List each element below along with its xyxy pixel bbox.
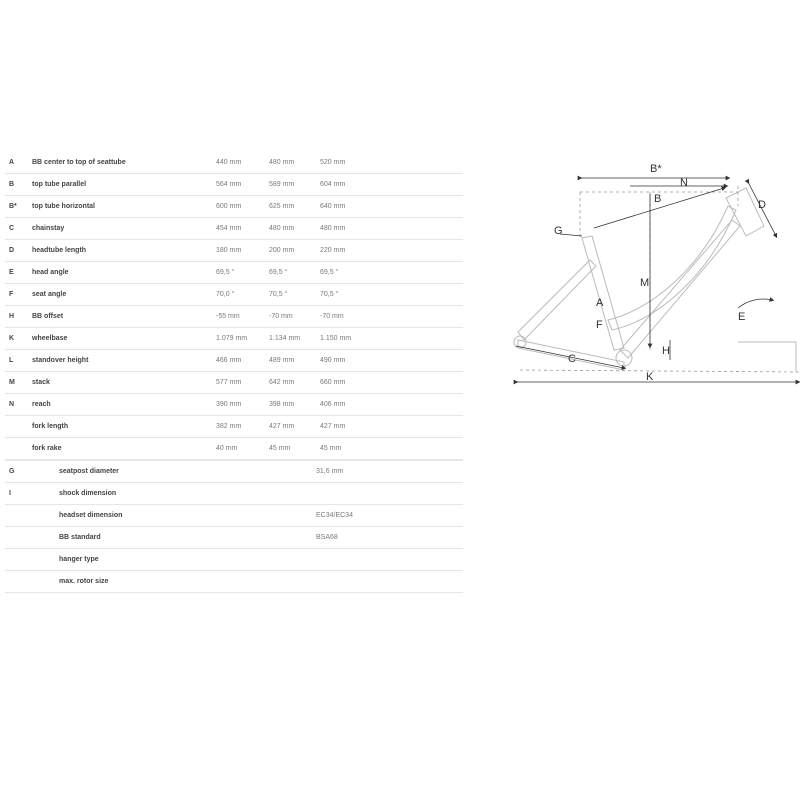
label-a: A xyxy=(596,297,604,309)
geometry-row xyxy=(5,372,463,394)
frame-outline xyxy=(514,188,796,372)
geometry-value-size-1: 40 mm xyxy=(216,445,238,452)
geometry-value-size-3: 660 mm xyxy=(320,379,346,386)
geometry-row xyxy=(5,416,463,438)
geometry-value-size-2: 1.134 mm xyxy=(269,335,301,342)
spec-code: I xyxy=(9,490,11,497)
label-n: N xyxy=(680,177,688,189)
geometry-value-size-1: 564 mm xyxy=(216,181,242,188)
geometry-row xyxy=(5,262,463,284)
geometry-code: N xyxy=(9,401,15,408)
geometry-label: fork length xyxy=(32,423,69,430)
geometry-value-size-2: 489 mm xyxy=(269,357,295,364)
geometry-label: top tube horizontal xyxy=(32,203,95,210)
label-e: E xyxy=(738,311,746,323)
geometry-row xyxy=(5,240,463,262)
geometry-label: head angle xyxy=(32,269,69,276)
geometry-value-size-2: -70 mm xyxy=(269,313,293,320)
geometry-code: F xyxy=(9,291,14,298)
label-f: F xyxy=(596,319,603,331)
spec-row xyxy=(5,549,463,571)
geometry-row xyxy=(5,438,463,460)
geometry-value-size-3: 604 mm xyxy=(320,181,346,188)
spec-code: G xyxy=(9,468,15,475)
spec-row xyxy=(5,505,463,527)
geometry-code: A xyxy=(9,159,15,166)
geometry-row xyxy=(5,174,463,196)
spec-label: seatpost diameter xyxy=(59,468,119,475)
label-d: D xyxy=(758,199,766,211)
spec-row xyxy=(5,527,463,549)
geometry-value-size-3: 480 mm xyxy=(320,225,346,232)
geometry-label: BB offset xyxy=(32,313,64,320)
geometry-value-size-2: 427 mm xyxy=(269,423,295,430)
geometry-code: L xyxy=(9,357,14,364)
geometry-value-size-3: 69,5 ° xyxy=(320,269,339,276)
geometry-label: chainstay xyxy=(32,225,65,232)
geometry-value-size-1: 454 mm xyxy=(216,225,242,232)
geometry-value-size-1: 180 mm xyxy=(216,247,242,254)
geometry-row xyxy=(5,328,463,350)
geometry-row xyxy=(5,394,463,416)
spec-label: max. rotor size xyxy=(59,578,109,585)
label-bstar: B* xyxy=(650,163,662,175)
geometry-code: D xyxy=(9,247,15,254)
geometry-value-size-1: 70,0 ° xyxy=(216,291,235,298)
geometry-value-size-3: 70,5 ° xyxy=(320,291,339,298)
geometry-row xyxy=(5,306,463,328)
spec-row xyxy=(5,461,463,483)
geometry-value-size-2: 625 mm xyxy=(269,203,295,210)
geometry-label: headtube length xyxy=(32,247,87,254)
geometry-value-size-1: 466 mm xyxy=(216,357,242,364)
geometry-value-size-1: 69,5 ° xyxy=(216,269,235,276)
frame-diagram-svg xyxy=(500,150,800,390)
geometry-label: standover height xyxy=(32,357,89,364)
geometry-value-size-2: 200 mm xyxy=(269,247,295,254)
spec-label: headset dimension xyxy=(59,512,123,519)
label-b: B xyxy=(654,193,662,205)
geometry-row xyxy=(5,218,463,240)
geometry-label: seat angle xyxy=(32,291,67,298)
spec-label: hanger type xyxy=(59,556,99,563)
geometry-code: H xyxy=(9,313,15,320)
geometry-label: top tube parallel xyxy=(32,181,87,188)
geometry-value-size-3: 220 mm xyxy=(320,247,346,254)
geometry-label: fork rake xyxy=(32,445,62,452)
geometry-code: M xyxy=(9,379,15,386)
geometry-value-size-2: 45 mm xyxy=(269,445,291,452)
label-g: G xyxy=(554,225,563,237)
label-k: K xyxy=(646,371,654,383)
geometry-value-size-3: -70 mm xyxy=(320,313,344,320)
geometry-row xyxy=(5,196,463,218)
label-h: H xyxy=(662,345,670,357)
geometry-value-size-3: 45 mm xyxy=(320,445,342,452)
geometry-value-size-1: -55 mm xyxy=(216,313,240,320)
spec-value: 31,6 mm xyxy=(316,468,344,475)
geometry-value-size-1: 1.079 mm xyxy=(216,335,248,342)
geometry-code: E xyxy=(9,269,14,276)
geometry-value-size-2: 70,5 ° xyxy=(269,291,288,298)
spec-label: BB standard xyxy=(59,534,101,541)
geometry-label: stack xyxy=(32,379,50,386)
frame-geometry-diagram xyxy=(500,150,800,390)
geometry-row xyxy=(5,284,463,306)
geometry-value-size-2: 589 mm xyxy=(269,181,295,188)
spec-row xyxy=(5,483,463,505)
geometry-value-size-3: 640 mm xyxy=(320,203,346,210)
spec-table xyxy=(5,460,463,593)
geometry-code: C xyxy=(9,225,15,232)
spec-row xyxy=(5,571,463,593)
spec-value: EC34/EC34 xyxy=(316,512,353,519)
label-c: C xyxy=(568,353,576,365)
label-m: M xyxy=(640,277,650,289)
geometry-label: reach xyxy=(32,401,51,408)
geometry-value-size-2: 480 mm xyxy=(269,159,295,166)
geometry-label: BB center to top of seattube xyxy=(32,159,126,166)
geometry-value-size-1: 440 mm xyxy=(216,159,242,166)
geometry-value-size-2: 642 mm xyxy=(269,379,295,386)
geometry-code: K xyxy=(9,335,15,342)
geometry-value-size-2: 398 mm xyxy=(269,401,295,408)
geometry-value-size-3: 490 mm xyxy=(320,357,346,364)
spec-label: shock dimension xyxy=(59,490,117,497)
geometry-value-size-2: 69,5 ° xyxy=(269,269,288,276)
geometry-code: B* xyxy=(9,203,17,210)
geometry-table xyxy=(5,152,463,460)
geometry-value-size-3: 427 mm xyxy=(320,423,346,430)
geometry-code: B xyxy=(9,181,15,188)
geometry-row xyxy=(5,152,463,174)
geometry-value-size-3: 1.150 mm xyxy=(320,335,352,342)
geometry-value-size-1: 577 mm xyxy=(216,379,242,386)
geometry-value-size-3: 406 mm xyxy=(320,401,346,408)
geometry-value-size-1: 390 mm xyxy=(216,401,242,408)
geometry-value-size-2: 480 mm xyxy=(269,225,295,232)
geometry-value-size-1: 382 mm xyxy=(216,423,242,430)
geometry-value-size-1: 600 mm xyxy=(216,203,242,210)
geometry-label: wheelbase xyxy=(32,335,68,342)
geometry-value-size-3: 520 mm xyxy=(320,159,346,166)
spec-value: BSA68 xyxy=(316,534,338,541)
geometry-row xyxy=(5,350,463,372)
